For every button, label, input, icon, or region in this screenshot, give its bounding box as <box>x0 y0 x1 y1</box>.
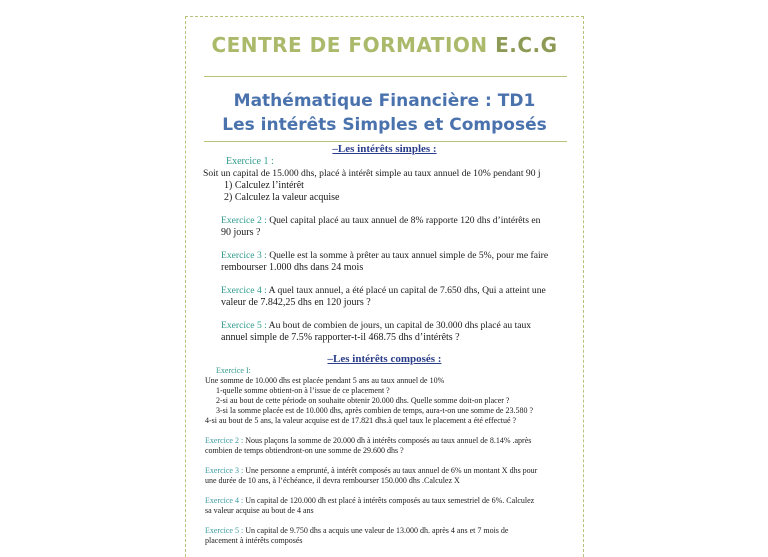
exercise-question: 1-quelle somme obtient-on à l’issue de ce placement ? <box>216 386 390 395</box>
exercise-question: 2-si au bout de cette période on souhaite obtenir 20.000 dhs. Quelle somme doit-on placer ? <box>216 396 510 405</box>
section-heading-simple: –Les intérêts simples : <box>332 143 437 155</box>
page-title: Mathématique Financière : TD1 <box>233 91 536 111</box>
exercise-question: 2) Calculez la valeur acquise <box>224 192 340 203</box>
exercise-text: Quel capital placé au taux annuel de 8% rapporte 120 dhs d’intérêts en <box>266 215 541 226</box>
exercise-text: 90 jours ? <box>221 227 261 238</box>
page-subtitle: Les intérêts Simples et Composés <box>222 115 547 135</box>
exercise-label: Exercice 2 : <box>205 436 244 445</box>
exercise-question: 1) Calculez l’intérêt <box>224 180 304 191</box>
exercise-text: Soit un capital de 15.000 dhs, placé à intérêt simple au taux annuel de 10% pendant 90 j <box>203 168 541 179</box>
exercise-text: valeur de 7.842,25 dhs en 120 jours ? <box>221 297 371 308</box>
top-rule <box>204 76 567 77</box>
exercise-label: Exercice I: <box>216 366 251 375</box>
exercise-text: annuel simple de 7.5% rapporter-t-il 468.75 dhs d’intérêts ? <box>221 332 460 343</box>
exercise-text: Une somme de 10.000 dhs est placée pendant 5 ans au taux annuel de 10% <box>205 376 445 385</box>
exercise-label: Exercice 4 : <box>221 285 267 296</box>
exercise-label: Exercice 3 : <box>205 466 244 475</box>
exercise-question: 3-si la somme placée est de 10.000 dhs, après combien de temps, aura-t-on une somme de 23.580 ? <box>216 406 534 415</box>
exercise-text: sa valeur acquise au bout de 4 ans <box>205 506 314 515</box>
exercise-5-composed <box>205 526 508 537</box>
exercise-label: Exercice 3 : <box>221 250 267 261</box>
exercise-text: A quel taux annuel, a été placé un capital de 7.650 dhs, Qui a atteint une <box>266 285 546 296</box>
exercise-text: rembourser 1.000 dhs dans 24 mois <box>221 262 364 273</box>
center-acronym: E.C.G <box>495 33 558 57</box>
exercise-text: Au bout de combien de jours, un capital de 30.000 dhs placé au taux <box>266 320 532 331</box>
title-rule <box>204 141 567 142</box>
exercise-text: Un capital de 120.000 dh est placé à intérêts composés au taux semestriel de 6%. Calculez <box>243 496 535 505</box>
exercise-question: 4-si au bout de 5 ans, la valeur acquise est de 17.821 dhs.à quel taux le placement a été effectué ? <box>205 416 517 425</box>
exercise-text: Quelle est la somme à prêter au taux annuel simple de 5%, pour me faire <box>266 250 549 261</box>
exercise-label: Exercice 4 : <box>205 496 244 505</box>
exercise-text: placement à intérêts composés <box>205 536 303 545</box>
exercise-3-composed <box>205 466 537 477</box>
exercise-label: Exercice 5 : <box>205 526 244 535</box>
document-page <box>185 16 584 557</box>
exercise-label: Exercice 5 : <box>221 320 267 331</box>
exercise-label: Exercice 2 : <box>221 215 267 226</box>
exercise-text: combien de temps obtiendront-on une somme de 29.600 dhs ? <box>205 446 404 455</box>
exercise-text: une durée de 10 ans, à l’échéance, il devra rembourser 150.000 dhs .Calculez X <box>205 476 460 485</box>
center-title <box>186 33 583 57</box>
center-name: CENTRE DE FORMATION <box>211 33 488 57</box>
exercise-label: Exercice 1 : <box>226 156 274 167</box>
exercise-2-composed <box>205 436 531 447</box>
section-heading-composed: –Les intérêts composés : <box>327 353 442 365</box>
exercise-4-composed <box>205 496 534 507</box>
exercise-2-simple <box>221 214 540 227</box>
exercise-text: Un capital de 9.750 dhs a acquis une valeur de 13.000 dh. après 4 ans et 7 mois de <box>243 526 509 535</box>
exercise-text: Une personne a emprunté, à intérêt composés au taux annuel de 6% un montant X dhs pour <box>243 466 538 475</box>
exercise-text: Nous plaçons la somme de 20.000 dh à intérêts composés au taux annuel de 8.14% .après <box>243 436 532 445</box>
